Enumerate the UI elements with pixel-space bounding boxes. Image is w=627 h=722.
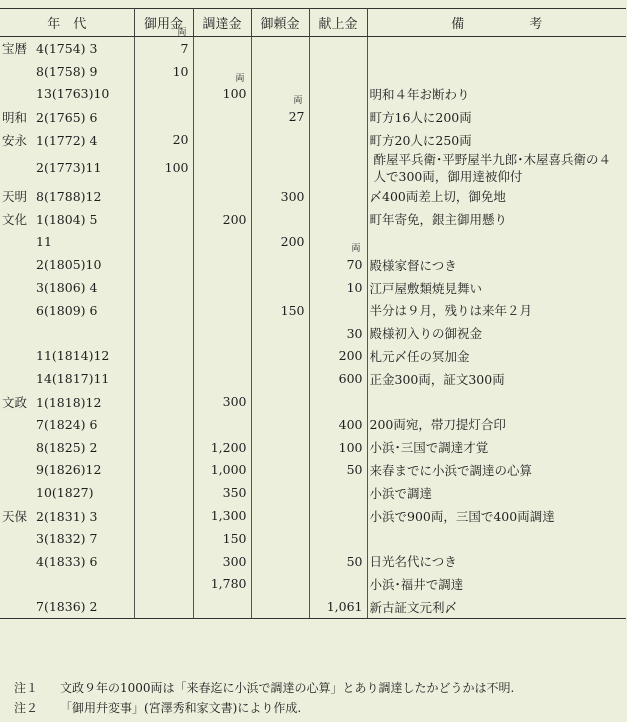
era-year: 10(1827) [36, 485, 94, 501]
table-row [0, 231, 626, 254]
era-cell [0, 459, 134, 482]
goyokin-cell [134, 390, 193, 413]
kenjokin-cell [309, 37, 367, 60]
remarks-text: 酢屋平兵衛･平野屋半九郎･木屋喜兵衛の４人で300両，御用達被仰付 [373, 151, 612, 184]
era-year: 11 [36, 234, 52, 250]
footnote-2 [14, 698, 514, 718]
amount-value: 70 [346, 257, 363, 273]
amount-value: 200 [280, 234, 305, 250]
otanomikin-cell [251, 413, 309, 436]
chotatsukin-cell [193, 595, 251, 618]
chotatsukin-cell [193, 367, 251, 390]
amount-value: 300 [222, 394, 247, 410]
table-row [0, 253, 626, 276]
remarks-cell [367, 37, 626, 60]
era-cell [0, 390, 134, 413]
remarks-cell [367, 595, 626, 618]
era-cell [0, 345, 134, 368]
era-cell [0, 413, 134, 436]
funds-table [0, 8, 626, 619]
amount-value: 200 [222, 211, 247, 227]
amount-value: 7 [180, 40, 189, 56]
remarks-cell [367, 573, 626, 596]
kenjokin-cell [309, 208, 367, 231]
era-cell [0, 37, 134, 60]
otanomikin-cell [251, 367, 309, 390]
amount-value: 400 [338, 416, 363, 432]
table-row [0, 504, 626, 527]
era-cell [0, 276, 134, 299]
footnotes [14, 678, 514, 718]
remarks-cell [367, 481, 626, 504]
chotatsukin-cell [193, 276, 251, 299]
era-cell [0, 185, 134, 208]
era-cell [0, 231, 134, 254]
remarks-text: 町方16人に200両 [369, 109, 472, 125]
kenjokin-cell [309, 367, 367, 390]
era-year: 8(1788)12 [36, 189, 102, 205]
remarks-cell [367, 504, 626, 527]
amount-value: 300 [280, 188, 305, 204]
remarks-text: 新古証文元利〆 [369, 599, 458, 615]
era-year: 2(1805)10 [36, 257, 102, 273]
amount-value: 100 [222, 86, 247, 102]
remarks-cell [367, 151, 626, 185]
era-name: 明和 [2, 109, 28, 125]
remarks-text: 町年寄免，銀主御用懸り [369, 212, 508, 228]
amount-value: 350 [222, 485, 247, 501]
chotatsukin-cell [193, 185, 251, 208]
header-row [0, 9, 626, 37]
remarks-cell [367, 390, 626, 413]
remarks-cell [367, 459, 626, 482]
otanomikin-cell [251, 128, 309, 151]
era-year: 14(1817)11 [36, 371, 110, 387]
remarks-text: 札元〆任の冥加金 [369, 348, 470, 364]
goyokin-cell [134, 105, 193, 128]
otanomikin-cell [251, 151, 309, 185]
era-cell [0, 481, 134, 504]
amount-value: 300 [222, 553, 247, 569]
kenjokin-cell [309, 128, 367, 151]
era-cell [0, 60, 134, 83]
remarks-text: 日光名代につき [369, 554, 457, 570]
kenjokin-cell [309, 83, 367, 106]
kenjokin-cell [309, 151, 367, 185]
goyokin-cell [134, 28, 193, 60]
chotatsukin-cell [193, 105, 251, 128]
era-name: 文化 [2, 212, 28, 228]
header-kenjokin: 献上金 [309, 9, 367, 37]
footnote-text: 文政９年の1000両は「来春迄に小浜で調達の心算」とあり調達したかどうかは不明. [60, 681, 515, 695]
otanomikin-cell [251, 481, 309, 504]
remarks-cell [367, 185, 626, 208]
otanomikin-cell [251, 208, 309, 231]
footnote-1 [14, 678, 514, 698]
remarks-text: 小浜で900両，三国で400両調達 [369, 508, 555, 524]
chotatsukin-cell [193, 345, 251, 368]
remarks-text: 町方20人に250両 [369, 132, 472, 148]
otanomikin-cell [251, 322, 309, 345]
goyokin-cell [134, 151, 193, 185]
era-year: 1(1818)12 [36, 394, 102, 410]
kenjokin-cell [309, 595, 367, 618]
footnote-text: 「御用幷変事」(宮澤秀和家文書)により作成. [60, 701, 302, 715]
otanomikin-cell [251, 276, 309, 299]
goyokin-cell [134, 367, 193, 390]
remarks-cell [367, 253, 626, 276]
table-row [0, 573, 626, 596]
amount-value: 1,300 [210, 508, 247, 524]
chotatsukin-cell [193, 436, 251, 459]
table-row [0, 276, 626, 299]
amount-value: 150 [280, 302, 305, 318]
chotatsukin-cell [193, 151, 251, 185]
era-year: 3(1832) 7 [36, 530, 98, 546]
amount-value: 50 [346, 462, 363, 478]
kenjokin-cell [309, 276, 367, 299]
remarks-text: 江戸屋敷類焼見舞い [369, 280, 483, 296]
remarks-cell [367, 299, 626, 322]
era-cell [0, 208, 134, 231]
kenjokin-cell [309, 244, 367, 276]
amount-value: 150 [222, 530, 247, 546]
table-row [0, 105, 626, 128]
goyokin-cell [134, 595, 193, 618]
otanomikin-cell [251, 595, 309, 618]
chotatsukin-cell [193, 481, 251, 504]
otanomikin-cell [251, 573, 309, 596]
era-cell [0, 151, 134, 185]
era-name: 文政 [2, 394, 28, 410]
footnote-label: 注１ [14, 681, 39, 695]
amount-value: 10 [172, 63, 189, 79]
era-year: 8(1758) 9 [36, 63, 98, 79]
otanomikin-cell [251, 345, 309, 368]
table-row [0, 459, 626, 482]
era-year: 1(1804) 5 [36, 212, 98, 228]
goyokin-cell [134, 527, 193, 550]
amount-value: 10 [346, 280, 363, 296]
remarks-cell [367, 128, 626, 151]
remarks-text: 正金300両，証文300両 [369, 371, 505, 387]
remarks-cell [367, 276, 626, 299]
table-row [0, 208, 626, 231]
remarks-text: 半分は９月，残りは来年２月 [369, 303, 533, 319]
remarks-cell [367, 322, 626, 345]
unit-label: 両 [293, 96, 303, 107]
goyokin-cell [134, 128, 193, 151]
remarks-cell [367, 345, 626, 368]
remarks-text: 殿様初入りの御祝金 [369, 326, 483, 342]
amount-value: 1,061 [326, 599, 363, 615]
table-row [0, 37, 626, 60]
amount-value: 50 [346, 553, 363, 569]
goyokin-cell [134, 60, 193, 83]
otanomikin-cell [251, 299, 309, 322]
remarks-cell [367, 527, 626, 550]
chotatsukin-cell [193, 573, 251, 596]
kenjokin-cell [309, 299, 367, 322]
era-cell [0, 322, 134, 345]
era-year: 2(1765) 6 [36, 109, 98, 125]
goyokin-cell [134, 436, 193, 459]
era-year: 11(1814)12 [36, 348, 110, 364]
otanomikin-cell [251, 253, 309, 276]
chotatsukin-cell [193, 299, 251, 322]
era-year: 2(1773)11 [36, 160, 102, 176]
goyokin-cell [134, 253, 193, 276]
otanomikin-cell [251, 185, 309, 208]
remarks-cell [367, 105, 626, 128]
header-goyokin: 御用金 [134, 9, 193, 37]
era-year: 6(1809) 6 [36, 302, 98, 318]
otanomikin-cell [251, 231, 309, 254]
otanomikin-cell [251, 60, 309, 83]
kenjokin-cell [309, 60, 367, 83]
era-cell [0, 128, 134, 151]
chotatsukin-cell [193, 37, 251, 60]
amount-value: 100 [164, 160, 189, 176]
goyokin-cell [134, 322, 193, 345]
era-year: 3(1806) 4 [36, 280, 98, 296]
era-year: 9(1826)12 [36, 462, 102, 478]
table-body [0, 28, 626, 619]
kenjokin-cell [309, 550, 367, 573]
table-row [0, 413, 626, 436]
table-row [0, 550, 626, 573]
remarks-cell [367, 60, 626, 83]
goyokin-cell [134, 550, 193, 573]
otanomikin-cell [251, 96, 309, 128]
era-cell [0, 504, 134, 527]
goyokin-cell [134, 83, 193, 106]
amount-value: 1,000 [210, 462, 247, 478]
era-year: 13(1763)10 [36, 86, 110, 102]
goyokin-cell [134, 573, 193, 596]
amount-value: 30 [346, 325, 363, 341]
chotatsukin-cell [193, 208, 251, 231]
goyokin-cell [134, 208, 193, 231]
unit-label: 両 [351, 244, 361, 255]
table-row [0, 367, 626, 390]
era-cell [0, 105, 134, 128]
era-year: 7(1824) 6 [36, 416, 98, 432]
chotatsukin-cell [193, 322, 251, 345]
kenjokin-cell [309, 105, 367, 128]
kenjokin-cell [309, 436, 367, 459]
amount-value: 100 [338, 439, 363, 455]
era-cell [0, 550, 134, 573]
otanomikin-cell [251, 459, 309, 482]
remarks-cell [367, 83, 626, 106]
amount-value: 200 [338, 348, 363, 364]
table-row [0, 151, 626, 185]
header-chotatsukin: 調達金 [193, 9, 251, 37]
goyokin-cell [134, 276, 193, 299]
amount-value: 27 [288, 109, 305, 125]
remarks-cell [367, 208, 626, 231]
remarks-text: 殿様家督につき [369, 257, 457, 273]
kenjokin-cell [309, 573, 367, 596]
remarks-text: 200両宛，帯刀提灯合印 [369, 417, 506, 433]
chotatsukin-cell [193, 459, 251, 482]
goyokin-cell [134, 231, 193, 254]
unit-label: 両 [177, 28, 187, 38]
footnote-label: 注２ [14, 701, 39, 715]
otanomikin-cell [251, 504, 309, 527]
table-row [0, 390, 626, 413]
era-name: 天明 [2, 189, 28, 205]
kenjokin-cell [309, 185, 367, 208]
era-cell [0, 595, 134, 618]
table-row [0, 299, 626, 322]
kenjokin-cell [309, 322, 367, 345]
era-year: 2(1831) 3 [36, 508, 98, 524]
era-year: 1(1772) 4 [36, 132, 98, 148]
goyokin-cell [134, 413, 193, 436]
header-otanomikin: 御頼金 [251, 9, 309, 37]
unit-label: 両 [235, 73, 245, 84]
era-cell [0, 299, 134, 322]
goyokin-cell [134, 185, 193, 208]
amount-value: 1,780 [210, 576, 247, 592]
era-cell [0, 573, 134, 596]
chotatsukin-cell [193, 390, 251, 413]
era-cell [0, 436, 134, 459]
table-row [0, 345, 626, 368]
era-cell [0, 83, 134, 106]
amount-value: 20 [172, 132, 189, 148]
amount-value: 1,200 [210, 439, 247, 455]
goyokin-cell [134, 345, 193, 368]
chotatsukin-cell [193, 128, 251, 151]
remarks-cell [367, 550, 626, 573]
remarks-cell [367, 231, 626, 254]
amount-value: 600 [338, 371, 363, 387]
table-row [0, 83, 626, 106]
era-year: 4(1754) 3 [36, 41, 98, 57]
kenjokin-cell [309, 459, 367, 482]
chotatsukin-cell [193, 527, 251, 550]
chotatsukin-cell [193, 253, 251, 276]
table-row [0, 527, 626, 550]
era-name: 天保 [2, 508, 28, 524]
table-row [0, 322, 626, 345]
remarks-text: 〆400両差上切，御免地 [369, 189, 506, 205]
kenjokin-cell [309, 504, 367, 527]
otanomikin-cell [251, 527, 309, 550]
remarks-text: 小浜で調達 [369, 485, 433, 501]
kenjokin-cell [309, 390, 367, 413]
goyokin-cell [134, 504, 193, 527]
kenjokin-cell [309, 481, 367, 504]
era-year: 4(1833) 6 [36, 553, 98, 569]
kenjokin-cell [309, 413, 367, 436]
era-cell [0, 367, 134, 390]
table-row [0, 185, 626, 208]
goyokin-cell [134, 481, 193, 504]
era-year: 7(1836) 2 [36, 599, 98, 615]
era-name: 安永 [2, 132, 28, 148]
remarks-text: 来春までに小浜で調達の心算 [369, 462, 533, 478]
remarks-text: 小浜･福井で調達 [369, 576, 464, 592]
chotatsukin-cell [193, 550, 251, 573]
goyokin-cell [134, 459, 193, 482]
otanomikin-cell [251, 436, 309, 459]
chotatsukin-cell [193, 504, 251, 527]
era-name: 宝暦 [2, 41, 28, 57]
remarks-text: 小浜･三国で調達才覚 [369, 440, 489, 456]
table-row [0, 436, 626, 459]
header-remarks: 備 考 [367, 9, 626, 37]
era-cell [0, 253, 134, 276]
chotatsukin-cell [193, 413, 251, 436]
goyokin-cell [134, 299, 193, 322]
era-cell [0, 527, 134, 550]
remarks-cell [367, 413, 626, 436]
table-row [0, 60, 626, 83]
header-era: 年 代 [0, 9, 134, 37]
table-row [0, 128, 626, 151]
chotatsukin-cell [193, 231, 251, 254]
chotatsukin-cell [193, 73, 251, 106]
kenjokin-cell [309, 527, 367, 550]
remarks-text: 明和４年お断わり [369, 86, 470, 102]
remarks-cell [367, 367, 626, 390]
otanomikin-cell [251, 390, 309, 413]
otanomikin-cell [251, 550, 309, 573]
kenjokin-cell [309, 345, 367, 368]
table-row [0, 481, 626, 504]
table-row [0, 595, 626, 618]
remarks-cell [367, 436, 626, 459]
era-year: 8(1825) 2 [36, 439, 98, 455]
otanomikin-cell [251, 37, 309, 60]
